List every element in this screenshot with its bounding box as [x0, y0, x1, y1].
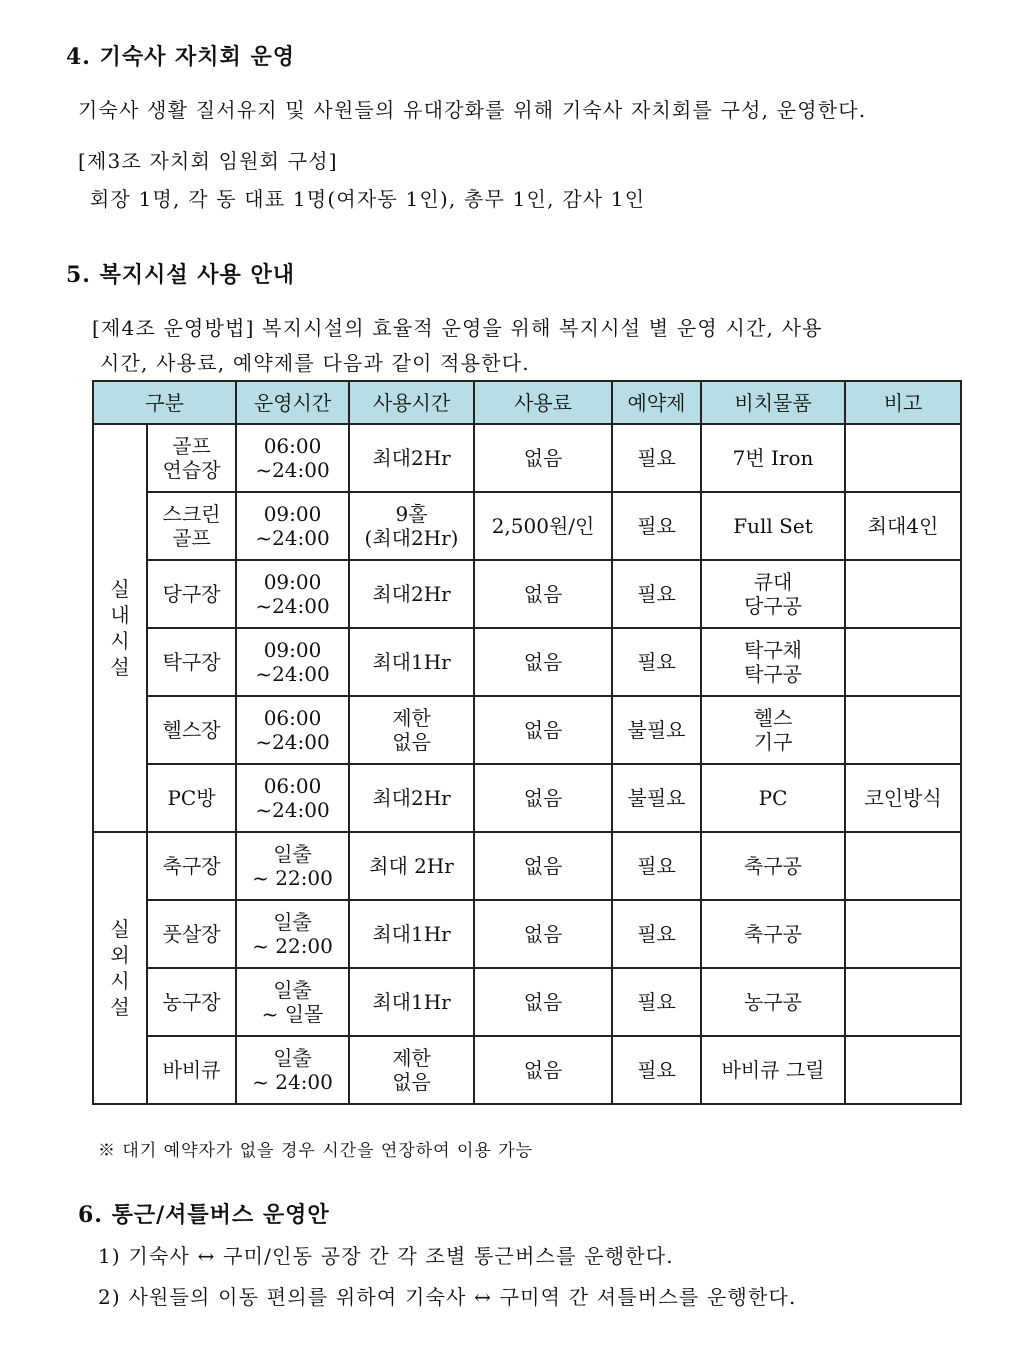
- equipment-cell: 바비큐 그릴: [701, 1036, 845, 1104]
- operating-hours-cell: 09:00 ~24:00: [236, 560, 349, 628]
- facility-name-cell: 바비큐: [147, 1036, 236, 1104]
- section-4-intro: 기숙사 생활 질서유지 및 사원들의 유대강화를 위해 기숙사 자치회를 구성, 운영한다.: [78, 98, 867, 122]
- usage-time-cell: 제한 없음: [349, 1036, 474, 1104]
- usage-time-cell: 최대2Hr: [349, 560, 474, 628]
- reservation-cell: 불필요: [612, 764, 701, 832]
- note-cell: [845, 968, 961, 1036]
- usage-time-cell: 최대2Hr: [349, 764, 474, 832]
- reservation-cell: 필요: [612, 560, 701, 628]
- facility-name-cell: 탁구장: [147, 628, 236, 696]
- fee-cell: 없음: [474, 628, 612, 696]
- table-row: [93, 628, 961, 696]
- table-row: [93, 900, 961, 968]
- section-5-heading: 5. 복지시설 사용 안내: [66, 262, 295, 288]
- fee-cell: 2,500원/인: [474, 492, 612, 560]
- facility-name-cell: 스크린 골프: [147, 492, 236, 560]
- usage-time-cell: 제한 없음: [349, 696, 474, 764]
- group-outdoor-cell: [93, 832, 147, 1104]
- note-cell: [845, 628, 961, 696]
- facility-name-cell: 헬스장: [147, 696, 236, 764]
- operating-hours-cell: 일출 ~ 일몰: [236, 968, 349, 1036]
- article-4-line-1: [제4조 운영방법] 복지시설의 효율적 운영을 위해 복지시설 별 운영 시간, 사용: [92, 316, 823, 340]
- reservation-cell: 필요: [612, 1036, 701, 1104]
- equipment-cell: 농구공: [701, 968, 845, 1036]
- fee-cell: 없음: [474, 900, 612, 968]
- header-reservation: 예약제: [612, 381, 701, 424]
- usage-time-cell: 9홀 (최대2Hr): [349, 492, 474, 560]
- note-cell: [845, 1036, 961, 1104]
- usage-time-cell: 최대1Hr: [349, 968, 474, 1036]
- facility-name-cell: 농구장: [147, 968, 236, 1036]
- usage-time-cell: 최대1Hr: [349, 900, 474, 968]
- equipment-cell: Full Set: [701, 492, 845, 560]
- usage-time-cell: 최대 2Hr: [349, 832, 474, 900]
- facility-name-cell: 골프 연습장: [147, 424, 236, 492]
- fee-cell: 없음: [474, 560, 612, 628]
- group-label: 실외시설: [110, 917, 130, 1019]
- facility-name-cell: 축구장: [147, 832, 236, 900]
- note-cell: 최대4인: [845, 492, 961, 560]
- note-cell: [845, 560, 961, 628]
- article-4-line-2: 시간, 사용료, 예약제를 다음과 같이 적용한다.: [100, 351, 530, 375]
- header-usage-time: 사용시간: [349, 381, 474, 424]
- article-3-title: [제3조 자치회 임원회 구성]: [78, 149, 338, 173]
- table-row: [93, 1036, 961, 1104]
- operating-hours-cell: 06:00 ~24:00: [236, 696, 349, 764]
- equipment-cell: 7번 Iron: [701, 424, 845, 492]
- facility-name-cell: PC방: [147, 764, 236, 832]
- fee-cell: 없음: [474, 696, 612, 764]
- group-label: 실내시설: [110, 577, 130, 679]
- equipment-cell: PC: [701, 764, 845, 832]
- table-row: [93, 424, 961, 492]
- header-operating-hours: 운영시간: [236, 381, 349, 424]
- equipment-cell: 축구공: [701, 900, 845, 968]
- operating-hours-cell: 09:00 ~24:00: [236, 492, 349, 560]
- operating-hours-cell: 09:00 ~24:00: [236, 628, 349, 696]
- fee-cell: 없음: [474, 968, 612, 1036]
- operating-hours-cell: 일출 ~ 24:00: [236, 1036, 349, 1104]
- header-note: 비고: [845, 381, 961, 424]
- reservation-cell: 필요: [612, 968, 701, 1036]
- fee-cell: 없음: [474, 424, 612, 492]
- reservation-cell: 필요: [612, 492, 701, 560]
- table-header-row: [93, 381, 961, 424]
- fee-cell: 없음: [474, 1036, 612, 1104]
- facility-name-cell: 당구장: [147, 560, 236, 628]
- reservation-cell: 필요: [612, 832, 701, 900]
- header-equipment: 비치물품: [701, 381, 845, 424]
- equipment-cell: 헬스 기구: [701, 696, 845, 764]
- operating-hours-cell: 일출 ~ 22:00: [236, 900, 349, 968]
- header-fee: 사용료: [474, 381, 612, 424]
- header-category: 구분: [93, 381, 236, 424]
- table-row: [93, 492, 961, 560]
- fee-cell: 없음: [474, 832, 612, 900]
- usage-time-cell: 최대1Hr: [349, 628, 474, 696]
- facility-table: [92, 380, 962, 1105]
- equipment-cell: 큐대 당구공: [701, 560, 845, 628]
- operating-hours-cell: 06:00 ~24:00: [236, 424, 349, 492]
- usage-time-cell: 최대2Hr: [349, 424, 474, 492]
- operating-hours-cell: 06:00 ~24:00: [236, 764, 349, 832]
- section-6-item-2: 2) 사원들의 이동 편의를 위하여 기숙사 ↔ 구미역 간 셔틀버스를 운행한다.: [98, 1285, 797, 1309]
- group-indoor-cell: [93, 424, 147, 832]
- reservation-cell: 필요: [612, 900, 701, 968]
- note-cell: [845, 424, 961, 492]
- operating-hours-cell: 일출 ~ 22:00: [236, 832, 349, 900]
- reservation-cell: 불필요: [612, 696, 701, 764]
- article-3-members: 회장 1명, 각 동 대표 1명(여자동 1인), 총무 1인, 감사 1인: [90, 187, 646, 211]
- table-row: [93, 764, 961, 832]
- section-4-heading: 4. 기숙사 자치회 운영: [66, 44, 295, 70]
- section-6-item-1: 1) 기숙사 ↔ 구미/인동 공장 간 각 조별 통근버스를 운행한다.: [98, 1244, 674, 1268]
- note-cell: [845, 900, 961, 968]
- fee-cell: 없음: [474, 764, 612, 832]
- equipment-cell: 탁구채 탁구공: [701, 628, 845, 696]
- facility-name-cell: 풋살장: [147, 900, 236, 968]
- reservation-cell: 필요: [612, 628, 701, 696]
- equipment-cell: 축구공: [701, 832, 845, 900]
- note-cell: [845, 832, 961, 900]
- table-row: [93, 832, 961, 900]
- reservation-cell: 필요: [612, 424, 701, 492]
- note-cell: 코인방식: [845, 764, 961, 832]
- note-cell: [845, 696, 961, 764]
- table-row: [93, 696, 961, 764]
- section-6-heading: 6. 통근/셔틀버스 운영안: [78, 1202, 330, 1228]
- table-row: [93, 560, 961, 628]
- table-row: [93, 968, 961, 1036]
- table-footnote: ※ 대기 예약자가 없을 경우 시간을 연장하여 이용 가능: [98, 1141, 534, 1161]
